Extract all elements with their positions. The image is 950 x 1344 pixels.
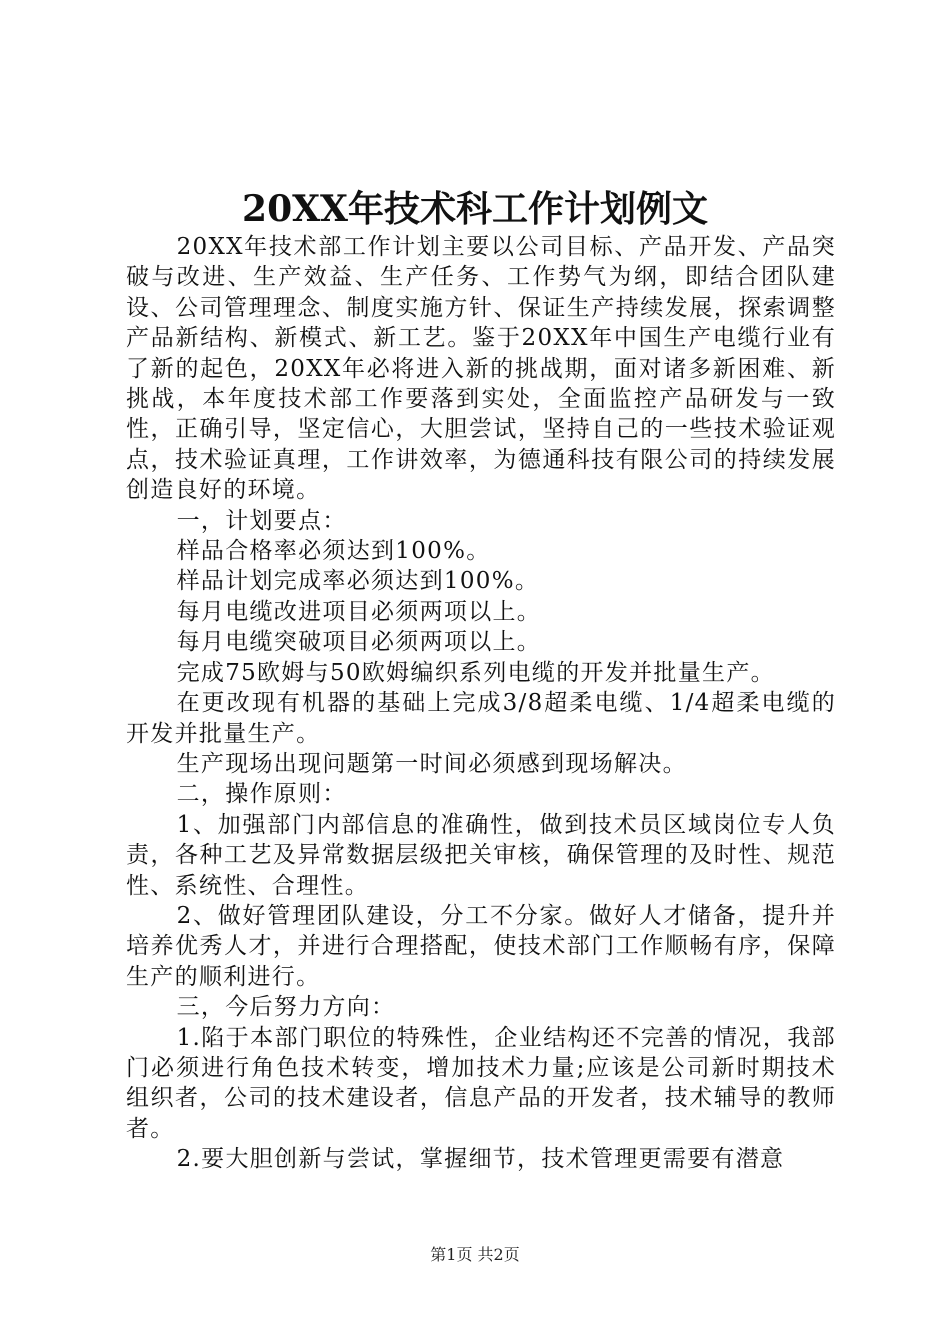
list-item: 完成75欧姆与50欧姆编织系列电缆的开发并批量生产。 <box>176 659 775 686</box>
list-item: 2、做好管理团队建设，分工不分家。做好人才储备，提升并培养优秀人才，并进行合理搭配，使技术部门工作顺畅有序，保障生产的顺利进行。 <box>126 902 836 990</box>
list-item: 2.要大胆创新与尝试，掌握细节，技术管理更需要有潜意 <box>176 1146 785 1173</box>
list-item: 样品计划完成率必须达到100%。 <box>176 568 540 595</box>
document-title: 20XX年技术科工作计划例文 <box>242 188 708 230</box>
list-item: 1.陷于本部门职位的特殊性，企业结构还不完善的情况，我部门必须进行角色技术转变，增加技术力量;应该是公司新时期技术组织者，公司的技术建设者，信息产品的开发者，技术辅导的教师者。 <box>126 1024 836 1142</box>
list-item: 每月电缆突破项目必须两项以上。 <box>176 629 542 656</box>
list-item: 生产现场出现问题第一时间必须感到现场解决。 <box>176 750 687 777</box>
section-heading-future-direction: 三，今后努力方向： <box>176 994 396 1021</box>
paragraph-intro: 20XX年技术部工作计划主要以公司目标、产品开发、产品突破与改进、生产效益、生产任务、工作势气为纲，即结合团队建设、公司管理理念、制度实施方针、保证生产持续发展，探索调整产品新结构、新模式、新工艺。鉴于20XX年中国生产电缆行业有了新的起色，20XX年必将进入新的挑战期，面对诸多新困难、新挑战，本年度技术部工作要落到实处，全面监控产品研发与一致性，正确引导，坚定信心，大胆尝试，坚持自己的一些技术验证观点，技术验证真理，工作讲效率，为德通科技有限公司的持续发展创造良好的环境。 <box>126 234 836 504</box>
section-heading-principles: 二，操作原则： <box>176 781 347 808</box>
list-item: 1、加强部门内部信息的准确性，做到技术员区域岗位专人负责，各种工艺及异常数据层级把关审核，确保管理的及时性、规范性、系统性、合理性。 <box>126 811 836 899</box>
list-item: 每月电缆改进项目必须两项以上。 <box>176 598 542 625</box>
list-item: 样品合格率必须达到100%。 <box>176 538 491 565</box>
document-body <box>126 232 836 1175</box>
page-number-footer: 第1页 共2页 <box>430 1245 520 1264</box>
list-item: 在更改现有机器的基础上完成3/8超柔电缆、1/4超柔电缆的开发并批量生产。 <box>126 690 836 747</box>
section-heading-plan-points: 一，计划要点： <box>176 507 347 534</box>
